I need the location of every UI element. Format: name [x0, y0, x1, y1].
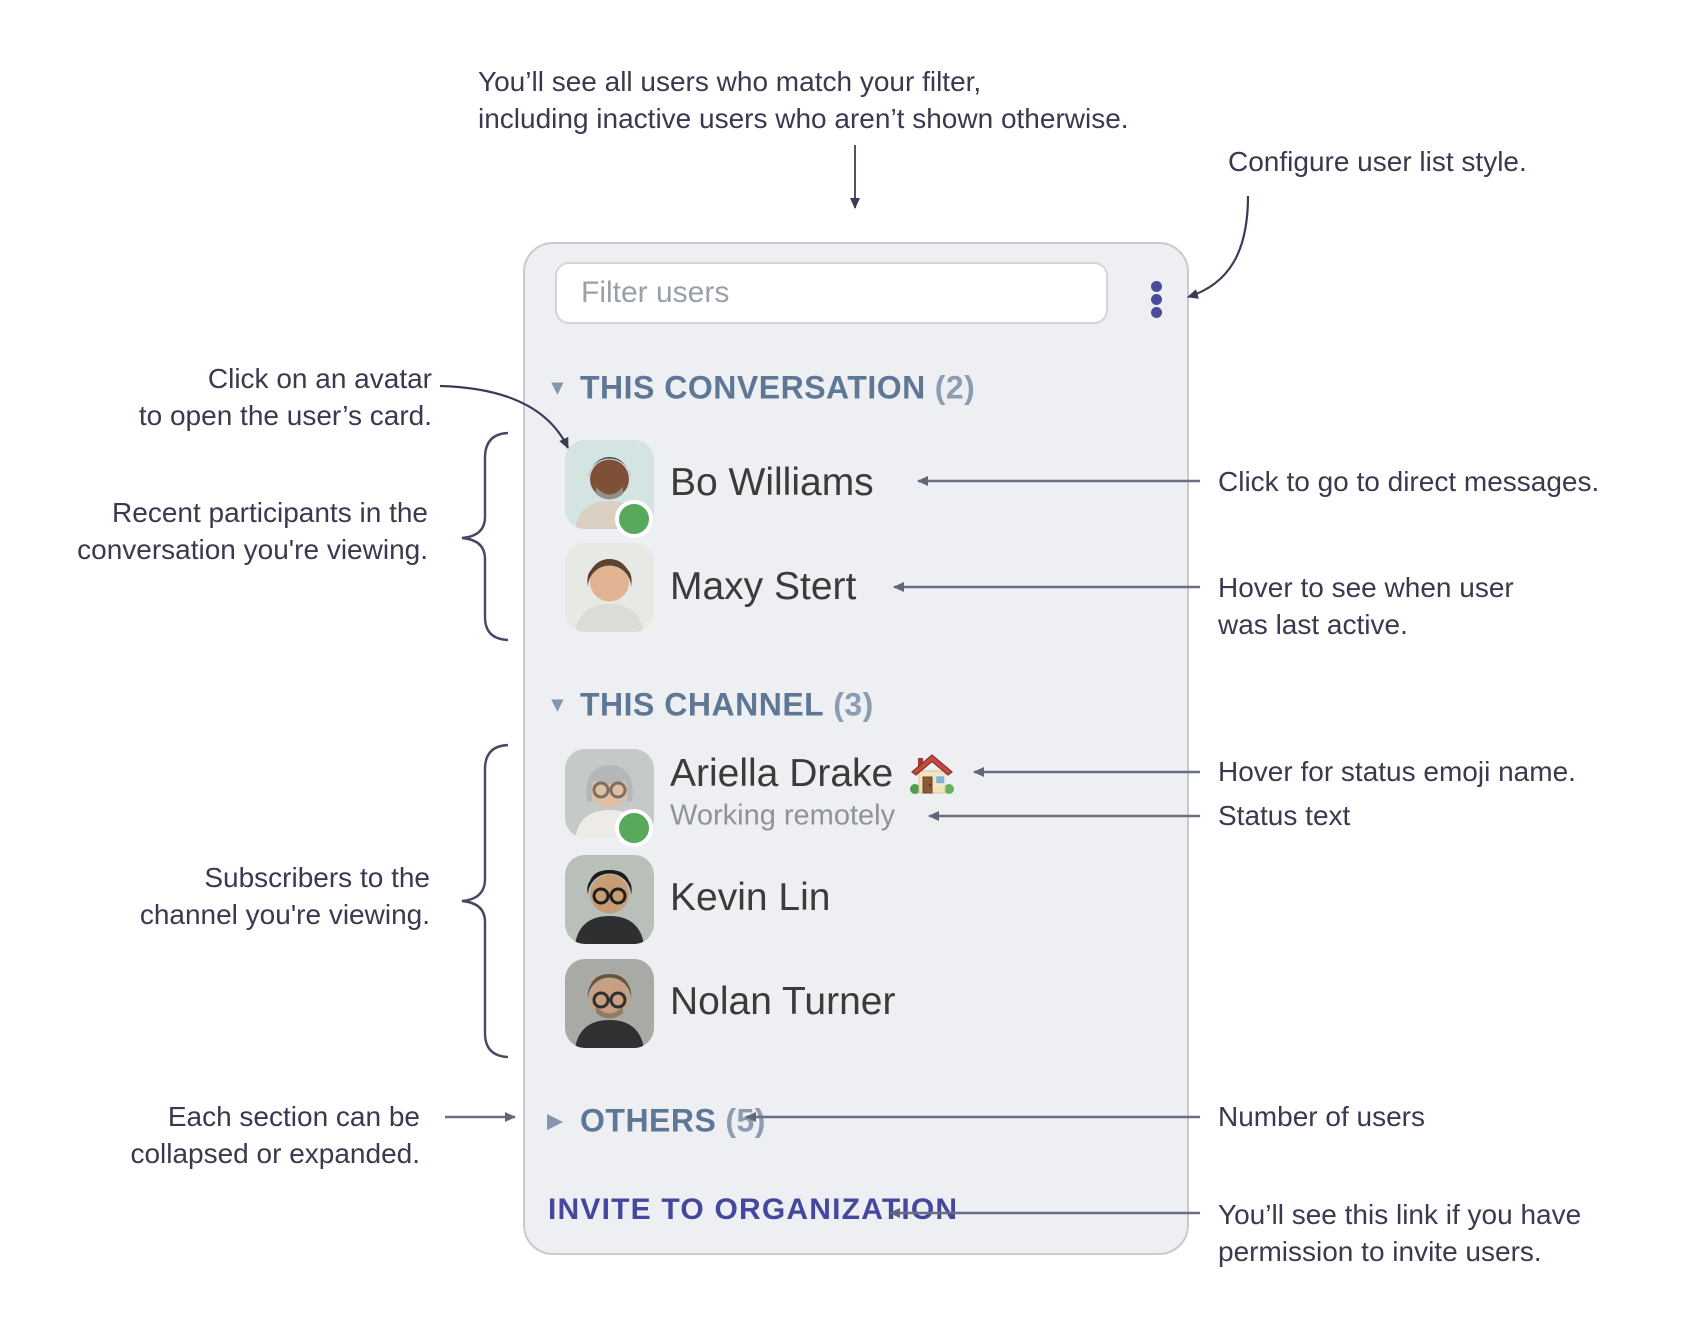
kebab-dot-icon	[1151, 307, 1162, 318]
user-name[interactable]: Ariella Drake	[670, 752, 894, 795]
user-row-maxy-stert[interactable]	[525, 543, 1187, 632]
presence-online-dot	[615, 500, 653, 538]
note-last-active: Hover to see when user was last active.	[1218, 572, 1514, 640]
section-count: (2)	[934, 369, 976, 406]
avatar-portrait-icon	[565, 543, 654, 632]
note-status-text: Status text	[1218, 800, 1351, 831]
section-count: (3)	[833, 686, 874, 723]
note-user-count: Number of users	[1218, 1101, 1425, 1132]
arrow-configure-to-menu	[1188, 196, 1248, 297]
user-list-menu-button[interactable]	[1137, 268, 1175, 330]
brace-conversation-rows	[462, 433, 508, 640]
avatar-portrait-icon	[565, 959, 654, 1048]
user-row-ariella-drake[interactable]	[525, 749, 1187, 838]
note-direct-messages: Click to go to direct messages.	[1218, 466, 1600, 497]
user-avatar[interactable]	[565, 855, 654, 944]
user-name[interactable]: Bo Williams	[670, 461, 874, 504]
user-row-bo-williams[interactable]	[525, 440, 1187, 529]
user-name[interactable]: Maxy Stert	[670, 565, 857, 608]
section-count: (5)	[725, 1102, 766, 1139]
filter-users-input[interactable]	[555, 262, 1108, 324]
user-row-nolan-turner[interactable]	[525, 959, 1187, 1048]
note-subscribers: Subscribers to the channel you're viewing.	[139, 862, 430, 930]
kebab-dot-icon	[1151, 294, 1162, 305]
note-status-emoji: Hover for status emoji name.	[1218, 756, 1576, 787]
user-avatar[interactable]	[565, 749, 654, 838]
section-label: THIS CONVERSATION	[580, 369, 926, 406]
user-list-panel	[523, 242, 1189, 1255]
note-filter-results: You’ll see all users who match your filter, including inactive users who aren’t shown otherwise.	[478, 66, 1129, 134]
collapse-triangle-icon[interactable]: ▼	[547, 693, 568, 717]
collapse-triangle-icon[interactable]: ▶	[547, 1109, 564, 1133]
section-header-channel[interactable]	[525, 687, 1187, 723]
house-status-emoji[interactable]	[910, 753, 954, 795]
brace-channel-rows	[462, 745, 508, 1057]
note-collapse-sections: Each section can be collapsed or expanded.	[130, 1101, 420, 1169]
user-avatar[interactable]	[565, 543, 654, 632]
note-invite-permission: You’ll see this link if you have permission to invite users.	[1218, 1199, 1582, 1267]
user-status-text: Working remotely	[670, 799, 896, 832]
note-configure-style: Configure user list style.	[1228, 146, 1527, 177]
section-label: OTHERS	[580, 1102, 717, 1139]
presence-online-dot	[615, 809, 653, 847]
avatar-portrait-icon	[565, 855, 654, 944]
section-header-conversation[interactable]	[525, 370, 1187, 406]
invite-to-organization-link[interactable]: INVITE TO ORGANIZATION	[548, 1193, 959, 1226]
note-recent-participants: Recent participants in the conversation you're viewing.	[77, 497, 428, 565]
user-avatar[interactable]	[565, 440, 654, 529]
user-name[interactable]: Kevin Lin	[670, 876, 831, 919]
collapse-triangle-icon[interactable]: ▼	[547, 376, 568, 400]
user-row-kevin-lin[interactable]	[525, 855, 1187, 944]
section-label: THIS CHANNEL	[580, 686, 825, 723]
kebab-dot-icon	[1151, 281, 1162, 292]
section-header-others[interactable]	[525, 1103, 1187, 1139]
user-avatar[interactable]	[565, 959, 654, 1048]
user-name[interactable]: Nolan Turner	[670, 980, 896, 1023]
note-avatar-card: Click on an avatar to open the user’s card.	[138, 363, 432, 431]
